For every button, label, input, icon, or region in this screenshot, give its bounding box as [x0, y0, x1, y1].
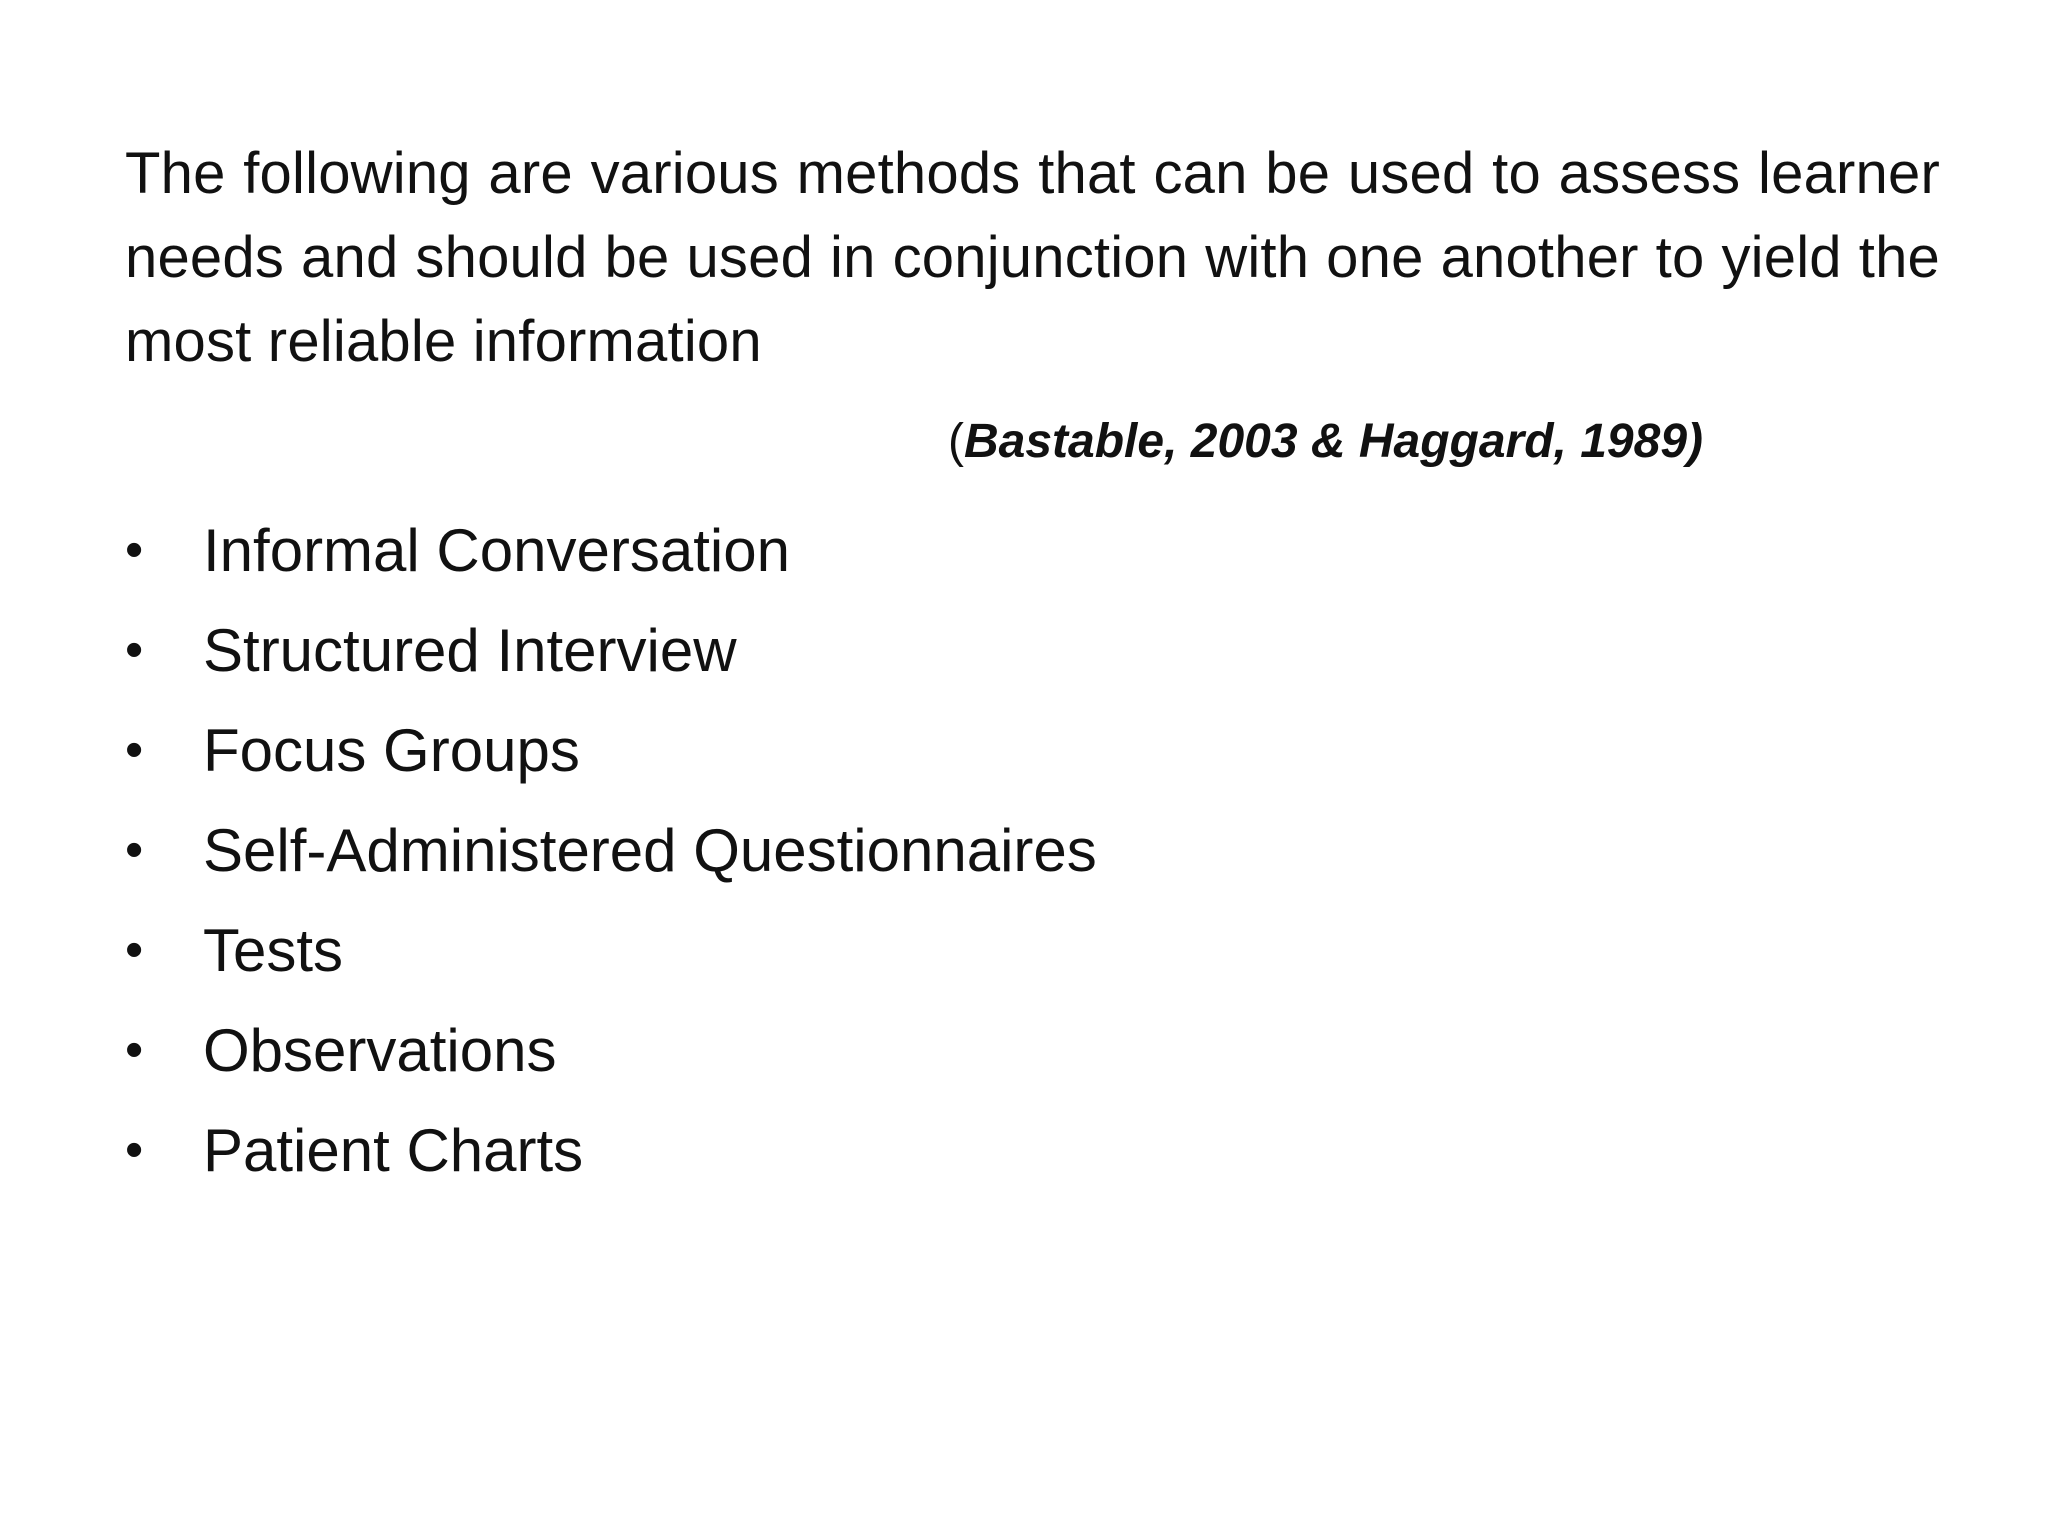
- citation-open-paren: (: [948, 415, 964, 468]
- bullet-icon: •: [125, 621, 144, 679]
- citation: [948, 410, 1703, 474]
- list-item: [125, 1100, 1097, 1200]
- method-label: Structured Interview: [203, 616, 737, 684]
- list-item: [125, 1000, 1097, 1100]
- methods-list: [125, 500, 1097, 1200]
- bullet-icon: •: [125, 821, 144, 879]
- method-label: Tests: [203, 916, 344, 984]
- method-label: Self-Administered Questionnaires: [203, 816, 1097, 884]
- list-item: [125, 800, 1097, 900]
- method-label: Informal Conversation: [203, 516, 790, 584]
- list-item: [125, 600, 1097, 700]
- method-label: Observations: [203, 1016, 557, 1084]
- list-item: [125, 500, 1097, 600]
- list-item: [125, 700, 1097, 800]
- method-label: Patient Charts: [203, 1116, 584, 1184]
- bullet-icon: •: [125, 921, 144, 979]
- bullet-icon: •: [125, 1021, 144, 1079]
- bullet-icon: •: [125, 521, 144, 579]
- bullet-icon: •: [125, 1121, 144, 1179]
- list-item: [125, 900, 1097, 1000]
- method-label: Focus Groups: [203, 716, 580, 784]
- bullet-icon: •: [125, 721, 144, 779]
- citation-reference: Bastable, 2003 & Haggard, 1989): [963, 415, 1703, 468]
- intro-paragraph: The following are various methods that can be used to assess learner needs and should be used in conjunction with one another to yield the most reliable information: [125, 141, 1940, 374]
